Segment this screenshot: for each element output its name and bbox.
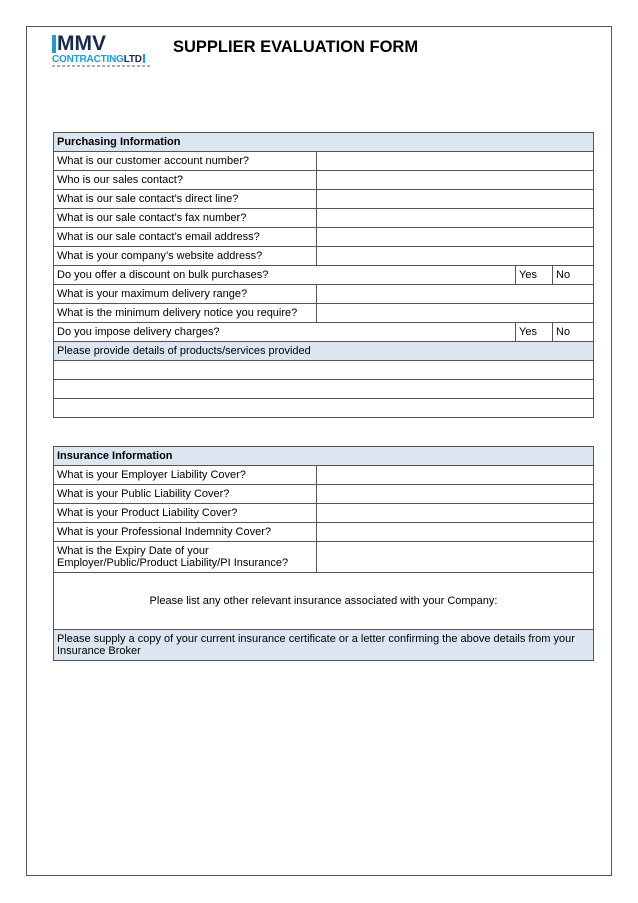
answer-field[interactable] — [317, 152, 594, 171]
details-heading: Please provide details of products/services provided — [54, 342, 594, 361]
answer-field[interactable] — [317, 504, 594, 523]
answer-field[interactable] — [317, 304, 594, 323]
question-label: What is your Employer Liability Cover? — [54, 466, 317, 485]
details-field[interactable] — [54, 380, 594, 399]
question-label: What is your maximum delivery range? — [54, 285, 317, 304]
yes-option[interactable]: Yes — [516, 266, 553, 285]
question-label: Do you impose delivery charges? — [54, 323, 516, 342]
answer-field[interactable] — [317, 285, 594, 304]
question-label: What is our sale contact’s fax number? — [54, 209, 317, 228]
answer-field[interactable] — [317, 190, 594, 209]
details-field[interactable] — [54, 399, 594, 418]
question-label: What is our sale contact’s direct line? — [54, 190, 317, 209]
page-title: SUPPLIER EVALUATION FORM — [173, 38, 419, 56]
answer-field[interactable] — [317, 542, 594, 573]
answer-field[interactable] — [317, 247, 594, 266]
yes-option[interactable]: Yes — [516, 323, 553, 342]
insurance-heading: Insurance Information — [54, 447, 594, 466]
logo-text-ltd: LTD — [123, 54, 142, 65]
question-label: Do you offer a discount on bulk purchases? — [54, 266, 516, 285]
answer-field[interactable] — [317, 485, 594, 504]
details-field[interactable] — [54, 361, 594, 380]
logo-text-top: MMV — [57, 32, 106, 55]
purchasing-table — [53, 132, 594, 418]
question-label: What is your Product Liability Cover? — [54, 504, 317, 523]
question-label: What is your company’s website address? — [54, 247, 317, 266]
insurance-table — [53, 446, 594, 661]
question-label: What is the minimum delivery notice you require? — [54, 304, 317, 323]
answer-field[interactable] — [317, 209, 594, 228]
question-label: What is our customer account number? — [54, 152, 317, 171]
answer-field[interactable] — [317, 523, 594, 542]
no-option[interactable]: No — [553, 266, 594, 285]
question-label — [54, 542, 317, 573]
answer-field[interactable] — [317, 466, 594, 485]
purchasing-heading: Purchasing Information — [54, 133, 594, 152]
company-logo — [52, 34, 152, 70]
expiry-line-1: What is the Expiry Date of your — [57, 545, 209, 557]
no-option[interactable]: No — [553, 323, 594, 342]
question-label: What is our sale contact’s email address? — [54, 228, 317, 247]
logo-tagline — [52, 65, 152, 67]
expiry-line-2: Employer/Public/Product Liability/PI Insurance? — [57, 557, 289, 569]
answer-field[interactable] — [317, 171, 594, 190]
logo-text-contracting: CONTRACTING — [52, 54, 124, 65]
certificate-note: Please supply a copy of your current insurance certificate or a letter confirming the above details from your Insurance Broker — [54, 630, 594, 661]
question-label: Who is our sales contact? — [54, 171, 317, 190]
question-label: What is your Professional Indemnity Cover? — [54, 523, 317, 542]
question-label: What is your Public Liability Cover? — [54, 485, 317, 504]
answer-field[interactable] — [317, 228, 594, 247]
other-insurance-field[interactable]: Please list any other relevant insurance associated with your Company: — [54, 573, 594, 630]
